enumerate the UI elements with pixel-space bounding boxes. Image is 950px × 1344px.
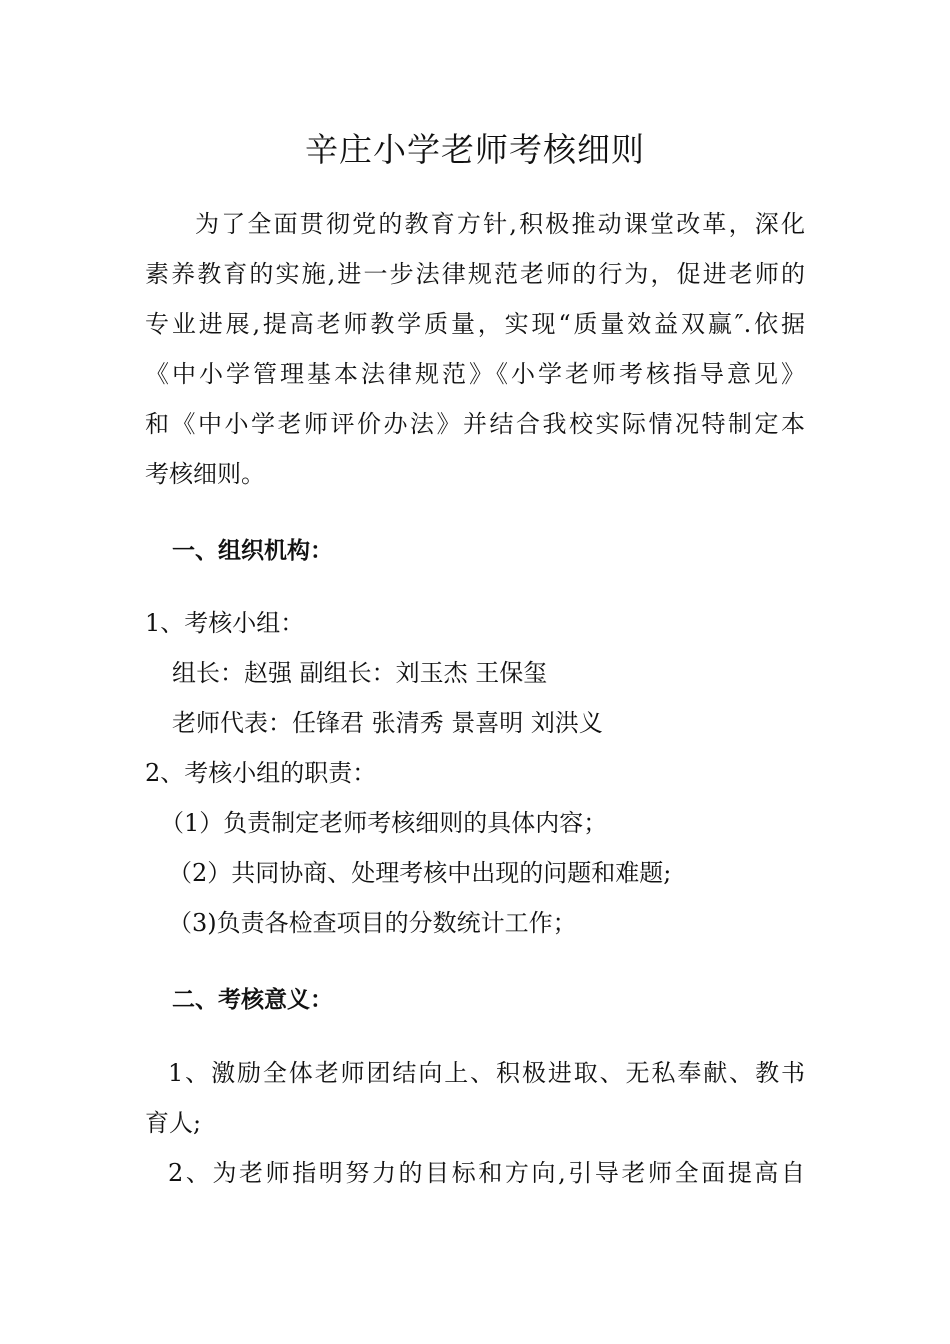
intro-line: 专业进展,提高老师教学质量，实现“质量效益双赢″.依据 — [145, 310, 805, 338]
section-heading: 一、组织机构： — [172, 538, 333, 564]
intro-line: 考核细则。 — [145, 460, 265, 488]
duties-title: 2、考核小组的职责： — [145, 759, 377, 787]
section-heading: 二、考核意义： — [172, 987, 333, 1013]
intro-line: 和《中小学老师评价办法》并结合我校实际情况特制定本 — [145, 410, 805, 438]
group-leaders: 组长：赵强 副组长：刘玉杰 王保玺 — [172, 659, 548, 687]
intro-line: 《中小学管理基本法律规范》《小学老师考核指导意见》 — [145, 360, 805, 388]
group-title: 1、考核小组： — [145, 609, 305, 637]
meaning-line: 2、为老师指明努力的目标和方向,引导老师全面提高自 — [168, 1159, 805, 1187]
duty-item: （2）共同协商、处理考核中出现的问题和难题; — [168, 859, 672, 887]
intro-line: 素养教育的实施,进一步法律规范老师的行为，促进老师的 — [145, 260, 805, 288]
duty-item: （3)负责各检查项目的分数统计工作； — [168, 909, 577, 937]
teacher-representatives: 老师代表：任锋君 张清秀 景喜明 刘洪义 — [172, 709, 603, 737]
meaning-line: 1、激励全体老师团结向上、积极进取、无私奉献、教书 — [168, 1059, 805, 1087]
intro-line: 为了全面贯彻党的教育方针,积极推动课堂改革，深化 — [195, 210, 805, 238]
document-title: 辛庄小学老师考核细则 — [305, 130, 645, 169]
duty-item: （1）负责制定老师考核细则的具体内容； — [160, 809, 608, 837]
meaning-line: 育人; — [145, 1109, 202, 1137]
